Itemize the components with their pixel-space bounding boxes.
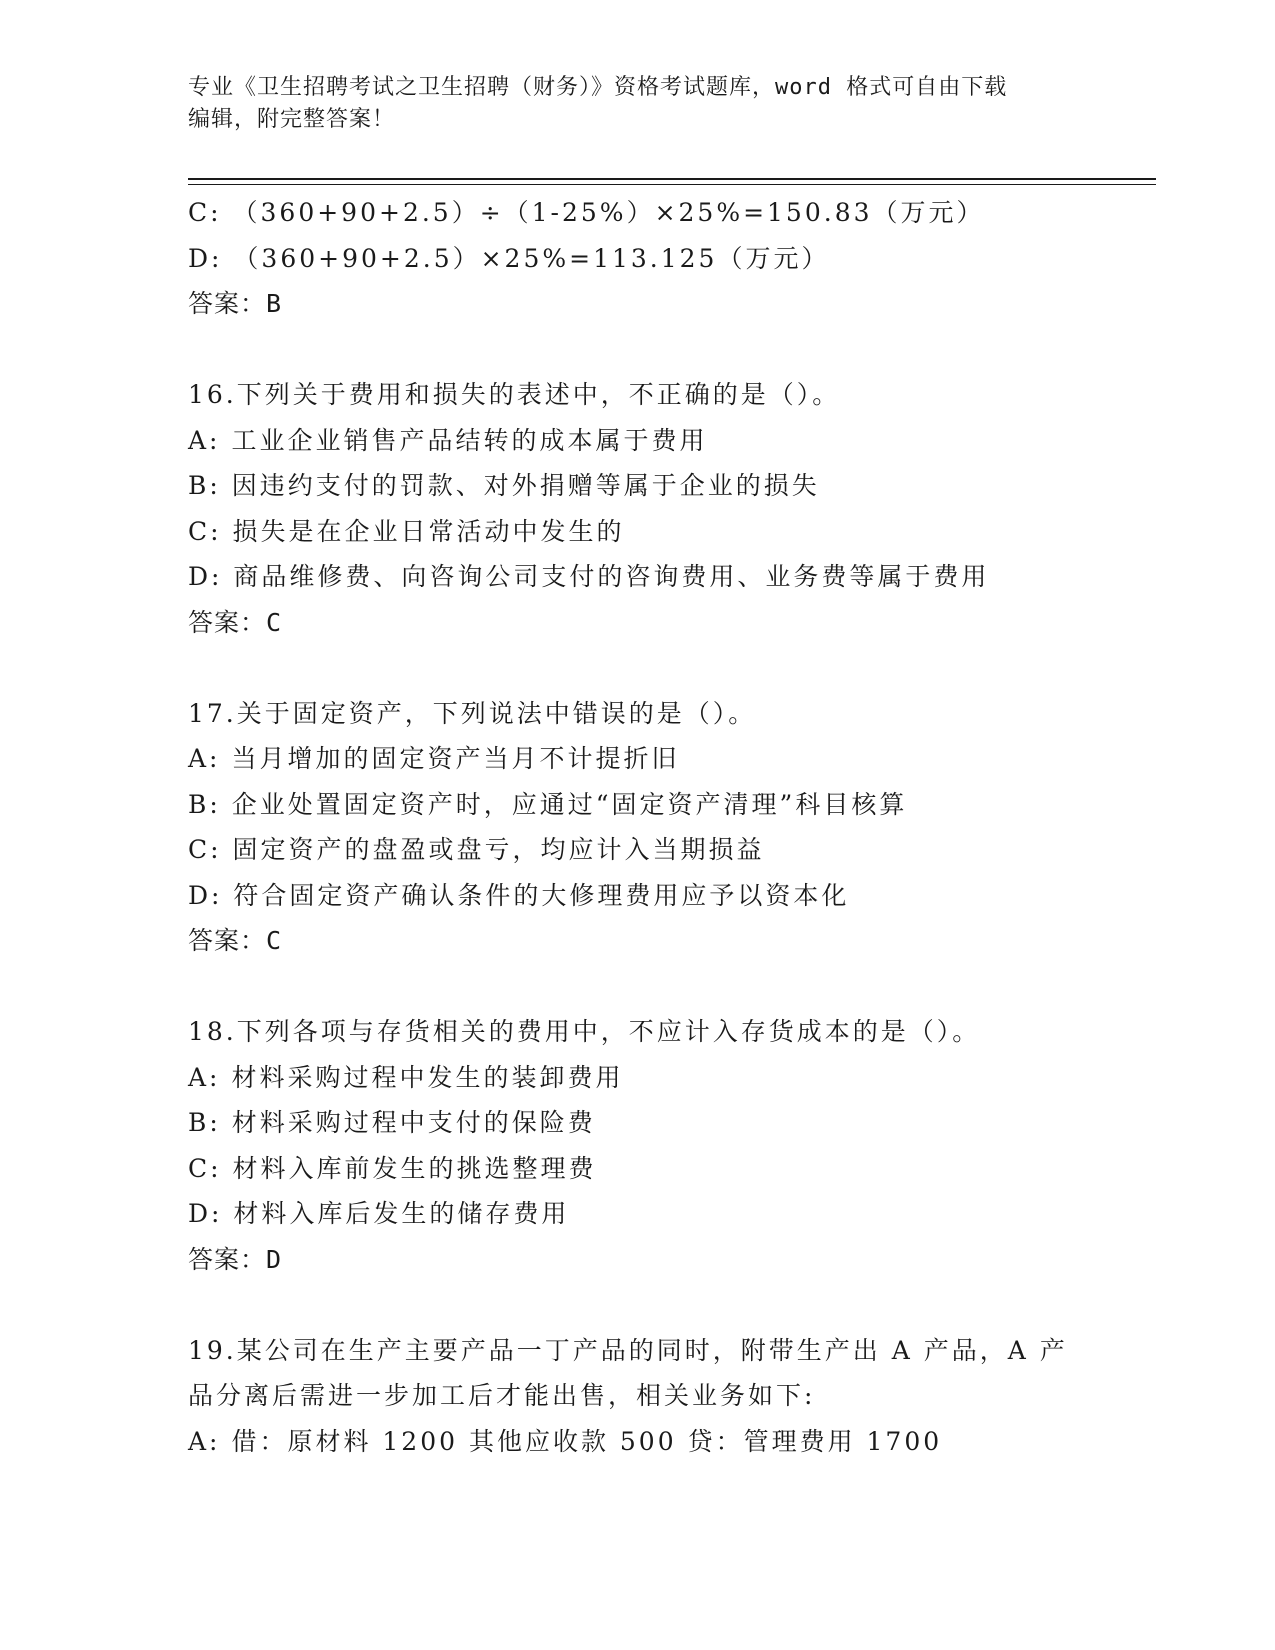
option-letter: D: — [188, 1199, 223, 1228]
option-line — [188, 1419, 1088, 1465]
option-line — [188, 1055, 1088, 1101]
answer-label: 答案： — [188, 1244, 267, 1274]
question-stem: 18.下列各项与存货相关的费用中，不应计入存货成本的是（）。 — [188, 1017, 981, 1046]
answer-line — [188, 1237, 1088, 1283]
option-line — [188, 736, 1088, 782]
option-text: 商品维修费、向咨询公司支付的咨询费用、业务费等属于费用 — [233, 562, 990, 591]
option-line — [188, 1191, 1088, 1237]
answer-key: C — [266, 926, 283, 955]
option-text: 材料采购过程中发生的装卸费用 — [231, 1062, 624, 1092]
question-stem: 19.某公司在生产主要产品一丁产品的同时，附带生产出 A 产品，A 产 — [188, 1335, 1068, 1365]
question-stem: 17.关于固定资产，下列说法中错误的是（）。 — [188, 698, 757, 728]
header-line-2: 编辑，附完整答案！ — [188, 107, 396, 132]
option-text: 当月增加的固定资产当月不计提折旧 — [231, 744, 680, 773]
option-text: 材料采购过程中支付的保险费 — [231, 1108, 596, 1137]
option-letter: C: — [188, 835, 222, 864]
option-letter: B: — [188, 789, 221, 819]
answer-key: D — [266, 1244, 283, 1274]
option-letter: C: — [188, 198, 222, 227]
header-line-1: 专业《卫生招聘考试之卫生招聘（财务）》资格考试题库，word 格式可自由下载 — [188, 75, 1008, 100]
option-line — [188, 418, 1088, 464]
option-text: 符合固定资产确认条件的大修理费用应予以资本化 — [233, 880, 850, 910]
option-line — [188, 190, 1088, 236]
option-text: 材料入库前发生的挑选整理费 — [232, 1153, 597, 1183]
option-line — [188, 873, 1088, 919]
option-line — [188, 1100, 1088, 1146]
option-text: （360+90+2.5）×25%=113.125（万元） — [233, 243, 830, 273]
option-line — [188, 782, 1088, 828]
question-stem-continued: 品分离后需进一步加工后才能出售，相关业务如下: — [188, 1381, 816, 1410]
option-letter: A: — [188, 1426, 221, 1456]
answer-key: B — [266, 289, 283, 318]
option-text: 材料入库后发生的储存费用 — [233, 1199, 570, 1228]
answer-key: C — [266, 607, 283, 637]
option-letter: C: — [188, 1153, 222, 1183]
header-divider — [188, 178, 1156, 180]
option-letter: A: — [188, 425, 221, 455]
option-line — [188, 236, 1088, 282]
option-letter: C: — [188, 516, 222, 546]
option-line — [188, 827, 1088, 873]
answer-line — [188, 281, 1088, 327]
option-text: 固定资产的盘盈或盘亏，均应计入当期损益 — [232, 835, 765, 864]
option-text: 企业处置固定资产时，应通过“固定资产清理”科目核算 — [231, 789, 908, 819]
option-text: （360+90+2.5）÷（1-25%）×25%=150.83（万元） — [232, 198, 985, 227]
option-line — [188, 1146, 1088, 1192]
option-letter: A: — [188, 744, 221, 773]
question-stem: 16.下列关于费用和损失的表述中，不正确的是（）。 — [188, 380, 841, 409]
option-line — [188, 463, 1088, 509]
option-letter: B: — [188, 1108, 221, 1137]
option-text: 工业企业销售产品结转的成本属于费用 — [231, 425, 708, 455]
answer-label: 答案： — [188, 926, 267, 955]
question-content — [188, 190, 1088, 1464]
answer-label: 答案： — [188, 289, 267, 318]
answer-line — [188, 600, 1088, 646]
option-text: 损失是在企业日常活动中发生的 — [232, 516, 625, 546]
option-line — [188, 554, 1088, 600]
option-line — [188, 509, 1088, 555]
option-letter: D: — [188, 562, 223, 591]
option-letter: D: — [188, 880, 223, 910]
option-text: 因违约支付的罚款、对外捐赠等属于企业的损失 — [231, 471, 820, 500]
option-letter: D: — [188, 243, 223, 273]
option-letter: B: — [188, 471, 221, 500]
option-text: 借：原材料 1200 其他应收款 500 贷：管理费用 1700 — [231, 1426, 943, 1456]
answer-label: 答案： — [188, 607, 267, 637]
answer-line — [188, 918, 1088, 964]
option-letter: A: — [188, 1062, 221, 1092]
header-divider-thin — [188, 184, 1156, 185]
document-header — [188, 72, 1088, 136]
